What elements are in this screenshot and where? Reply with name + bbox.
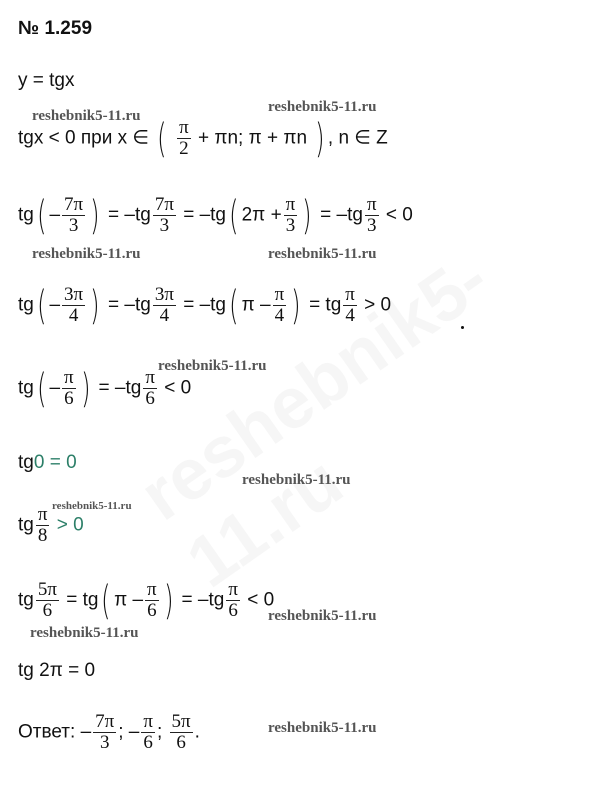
function-line: y = tgx — [18, 70, 75, 91]
watermark: reshebnik5-11.ru — [32, 246, 141, 262]
answer-line: Ответ: – $\frac{7\pi}{3}$ ; – $\frac{\pi}{6}$ ; $\frac{5\pi}{6}$ . — [18, 711, 200, 753]
left-paren: ( — [157, 115, 167, 162]
equation-7: tg 2π = 0 — [18, 660, 96, 681]
equation-6: tg $\frac{5\pi}{6}$ = tg( π – $\frac{\pi}{6}$ ) = –tg $\frac{\pi}{6}$ < 0 — [18, 577, 275, 624]
interval-text: + πn; π + πn — [197, 127, 308, 149]
equation-3: tg( – $\frac{\pi}{6}$ ) = –tg $\frac{\pi}{6}$ < 0 — [18, 365, 192, 412]
answer-label: Ответ: — [18, 721, 76, 743]
condition-rhs: , n ∈ Z — [327, 127, 388, 149]
condition-lhs: tgx < 0 при x ∈ — [18, 127, 149, 149]
watermark: reshebnik5-11.ru — [268, 99, 377, 115]
watermark: reshebnik5-11.ru — [158, 358, 267, 374]
equation-1: tg( – $\frac{7\pi}{3}$ ) = –tg $\frac{7\pi}{3}$ = –tg( 2π + $\frac{\pi}{3}$ ) = –tg $\frac{\pi}{3}$ < 0 — [18, 192, 413, 239]
equation-4: tg0 = 0 — [18, 452, 77, 473]
equation-2: tg( – $\frac{3\pi}{4}$ ) = –tg $\frac{3\pi}{4}$ = –tg( π – $\frac{\pi}{4}$ ) = tg $\frac{\pi}{4}$ > 0 — [18, 282, 392, 329]
fraction: $\frac{\pi}{2}$ — [179, 117, 189, 159]
watermark: reshebnik5-11.ru — [242, 472, 351, 488]
right-paren: ) — [315, 115, 325, 162]
watermark: reshebnik5-11.ru — [52, 500, 132, 512]
watermark: reshebnik5-11.ru — [32, 108, 141, 124]
watermark: reshebnik5-11.ru — [268, 720, 377, 736]
equation-5: tg $\frac{\pi}{8}$ > 0 — [18, 504, 84, 546]
watermark: reshebnik5-11.ru — [268, 246, 377, 262]
watermark: reshebnik5-11.ru — [30, 625, 139, 641]
watermark: reshebnik5-11.ru — [268, 608, 377, 624]
stray-dot — [461, 326, 464, 329]
problem-number: № 1.259 — [18, 18, 93, 39]
